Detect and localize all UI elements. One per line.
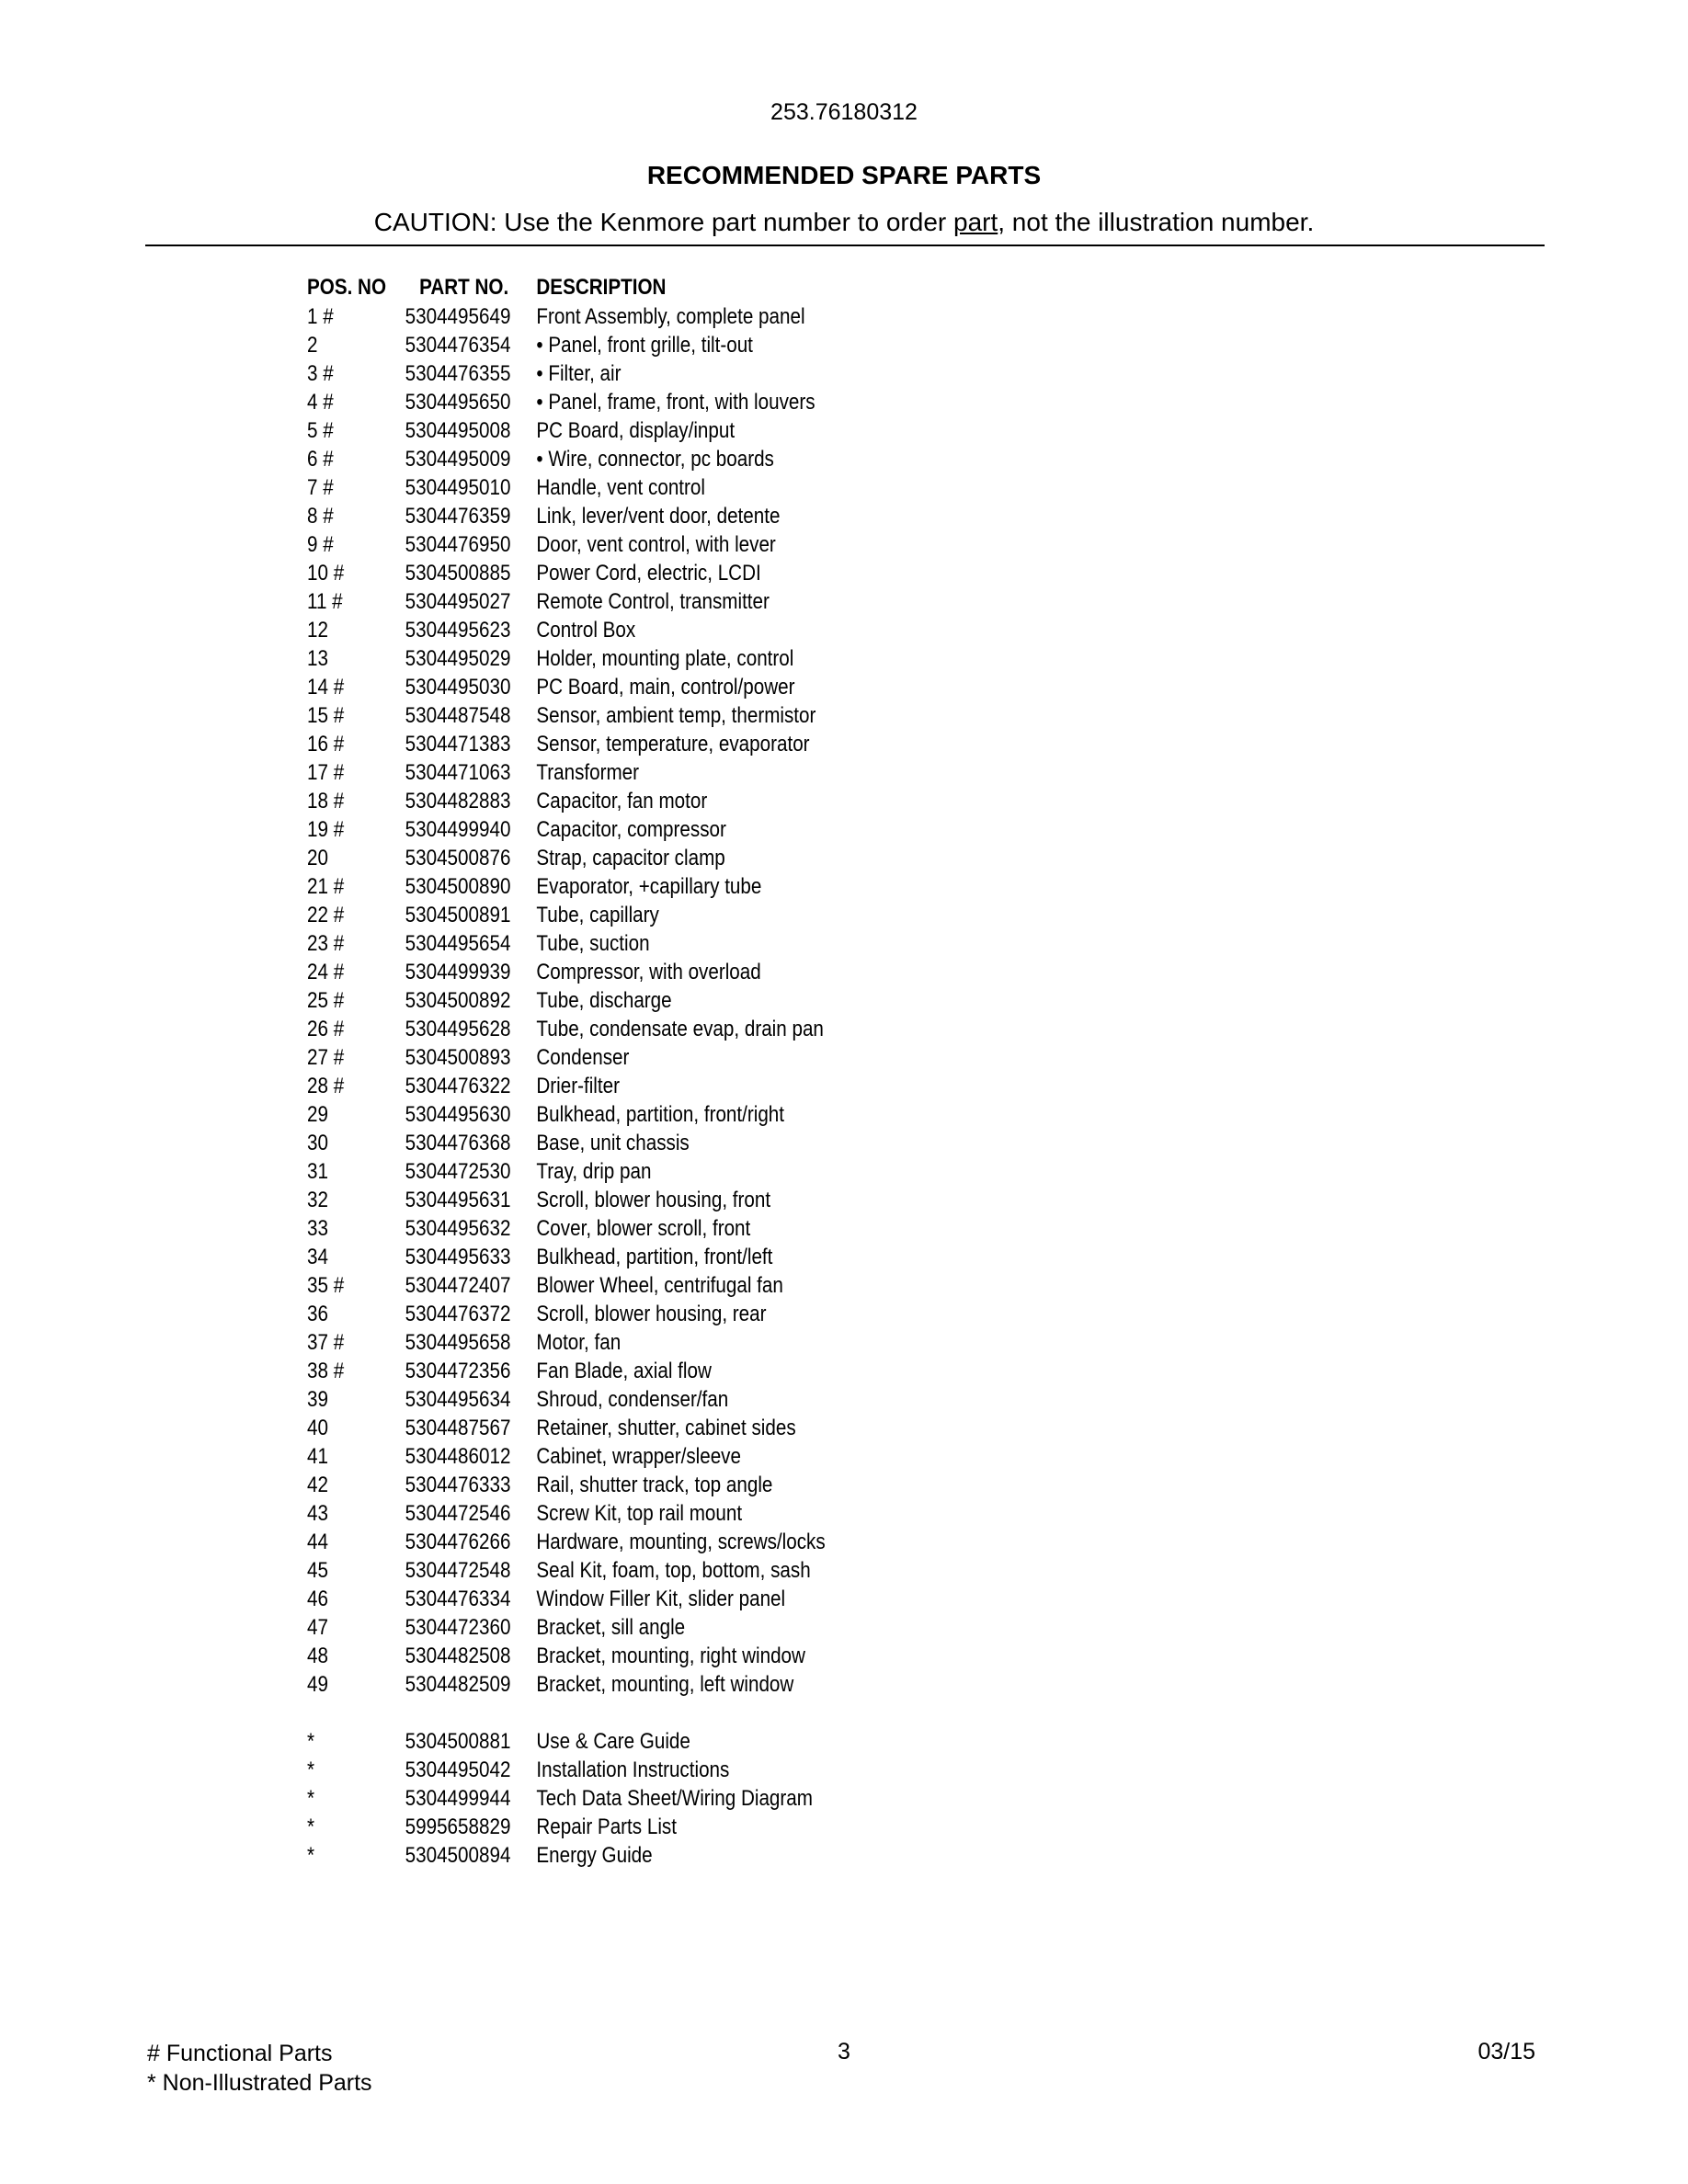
table-row bbox=[307, 1613, 908, 1642]
pos-no-cell: 7 # bbox=[307, 475, 334, 500]
part-no-cell: 5304495029 bbox=[405, 646, 511, 671]
parts-rows bbox=[307, 302, 908, 1699]
part-no-cell: 5304476333 bbox=[405, 1473, 511, 1497]
description-cell: Cabinet, wrapper/sleeve bbox=[536, 1444, 741, 1469]
table-row bbox=[307, 701, 908, 730]
description-cell: Base, unit chassis bbox=[536, 1131, 690, 1155]
part-no-cell: 5304476322 bbox=[405, 1074, 511, 1098]
pos-no-cell: 28 # bbox=[307, 1074, 345, 1098]
table-row bbox=[307, 815, 908, 844]
table-row bbox=[307, 872, 908, 901]
part-no-cell: 5304500885 bbox=[405, 561, 511, 586]
part-no-cell: 5304472546 bbox=[405, 1501, 511, 1526]
description-cell: Repair Parts List bbox=[536, 1814, 677, 1839]
description-cell: Rail, shutter track, top angle bbox=[536, 1473, 773, 1497]
legend-non-illustrated: * Non-Illustrated Parts bbox=[147, 2070, 372, 2096]
description-cell: Blower Wheel, centrifugal fan bbox=[536, 1273, 783, 1298]
description-cell: Scroll, blower housing, rear bbox=[536, 1302, 767, 1326]
part-no-cell: 5304499939 bbox=[405, 960, 511, 984]
description-cell: Capacitor, compressor bbox=[536, 817, 726, 842]
header-pos-no: POS. NO bbox=[307, 275, 387, 300]
header-divider bbox=[145, 245, 1545, 246]
description-cell: Bracket, mounting, right window bbox=[536, 1644, 805, 1668]
description-cell: • Filter, air bbox=[536, 361, 622, 386]
legend-functional: # Functional Parts bbox=[147, 2041, 333, 2066]
description-cell: Capacitor, fan motor bbox=[536, 789, 708, 813]
table-row bbox=[307, 1499, 908, 1528]
description-cell: PC Board, main, control/power bbox=[536, 675, 795, 700]
pos-no-cell: 24 # bbox=[307, 960, 345, 984]
table-row bbox=[307, 644, 908, 673]
pos-no-cell: 32 bbox=[307, 1188, 328, 1212]
description-cell: • Panel, front grille, tilt-out bbox=[536, 333, 753, 358]
part-no-cell: 5304495628 bbox=[405, 1017, 511, 1041]
table-row bbox=[307, 1784, 908, 1813]
part-no-cell: 5304476354 bbox=[405, 333, 511, 358]
part-no-cell: 5304500894 bbox=[405, 1843, 511, 1868]
table-row bbox=[307, 1670, 908, 1699]
table-row bbox=[307, 359, 908, 388]
pos-no-cell: 39 bbox=[307, 1387, 328, 1412]
description-cell: Motor, fan bbox=[536, 1330, 622, 1355]
part-no-cell: 5304499940 bbox=[405, 817, 511, 842]
part-no-cell: 5995658829 bbox=[405, 1814, 511, 1839]
part-no-cell: 5304500891 bbox=[405, 903, 511, 927]
pos-no-cell: 44 bbox=[307, 1530, 328, 1554]
pos-no-cell: 5 # bbox=[307, 418, 334, 443]
pos-no-cell: 8 # bbox=[307, 504, 334, 529]
part-no-cell: 5304482509 bbox=[405, 1672, 511, 1697]
description-cell: Sensor, ambient temp, thermistor bbox=[536, 703, 816, 728]
part-no-cell: 5304495654 bbox=[405, 931, 511, 956]
description-cell: Transformer bbox=[536, 760, 640, 785]
part-no-cell: 5304500890 bbox=[405, 874, 511, 899]
header-description: DESCRIPTION bbox=[536, 275, 667, 300]
description-cell: • Wire, connector, pc boards bbox=[536, 447, 774, 472]
part-no-cell: 5304500876 bbox=[405, 846, 511, 870]
description-cell: Use & Care Guide bbox=[536, 1729, 690, 1754]
part-no-cell: 5304495623 bbox=[405, 618, 511, 643]
pos-no-cell: 47 bbox=[307, 1615, 328, 1640]
pos-no-cell: 25 # bbox=[307, 988, 345, 1013]
table-row bbox=[307, 388, 908, 416]
pos-no-cell: 11 # bbox=[307, 589, 343, 614]
pos-no-cell: 3 # bbox=[307, 361, 334, 386]
description-cell: Handle, vent control bbox=[536, 475, 705, 500]
pos-no-cell: 21 # bbox=[307, 874, 345, 899]
description-cell: Evaporator, +capillary tube bbox=[536, 874, 762, 899]
part-no-cell: 5304495634 bbox=[405, 1387, 511, 1412]
description-cell: Remote Control, transmitter bbox=[536, 589, 770, 614]
caution-text bbox=[0, 208, 1688, 237]
table-row bbox=[307, 758, 908, 787]
pos-no-cell: 38 # bbox=[307, 1359, 345, 1383]
description-cell: Tray, drip pan bbox=[536, 1159, 652, 1184]
caution-text-before: CAUTION: Use the Kenmore part number to order bbox=[373, 208, 953, 236]
table-row bbox=[307, 530, 908, 559]
pos-no-cell: 22 # bbox=[307, 903, 345, 927]
pos-no-cell: 30 bbox=[307, 1131, 328, 1155]
parts-table bbox=[307, 272, 908, 1870]
pos-no-cell: 49 bbox=[307, 1672, 328, 1697]
part-no-cell: 5304495042 bbox=[405, 1757, 511, 1782]
description-cell: Link, lever/vent door, detente bbox=[536, 504, 781, 529]
table-row bbox=[307, 473, 908, 502]
part-no-cell: 5304495631 bbox=[405, 1188, 511, 1212]
part-no-cell: 5304476368 bbox=[405, 1131, 511, 1155]
part-no-cell: 5304472360 bbox=[405, 1615, 511, 1640]
table-row bbox=[307, 1556, 908, 1585]
part-no-cell: 5304476266 bbox=[405, 1530, 511, 1554]
description-cell: Hardware, mounting, screws/locks bbox=[536, 1530, 826, 1554]
part-no-cell: 5304495009 bbox=[405, 447, 511, 472]
pos-no-cell: 27 # bbox=[307, 1045, 345, 1070]
pos-no-cell: * bbox=[307, 1814, 315, 1839]
description-cell: Fan Blade, axial flow bbox=[536, 1359, 712, 1383]
pos-no-cell: * bbox=[307, 1843, 315, 1868]
part-no-cell: 5304472356 bbox=[405, 1359, 511, 1383]
description-cell: Bracket, sill angle bbox=[536, 1615, 686, 1640]
part-no-cell: 5304476372 bbox=[405, 1302, 511, 1326]
table-row bbox=[307, 331, 908, 359]
pos-no-cell: 35 # bbox=[307, 1273, 345, 1298]
part-no-cell: 5304487548 bbox=[405, 703, 511, 728]
table-row bbox=[307, 1357, 908, 1385]
table-row bbox=[307, 1186, 908, 1214]
description-cell: Tube, capillary bbox=[536, 903, 659, 927]
table-row bbox=[307, 616, 908, 644]
pos-no-cell: 15 # bbox=[307, 703, 345, 728]
part-no-cell: 5304472548 bbox=[405, 1558, 511, 1583]
table-row bbox=[307, 1528, 908, 1556]
table-row bbox=[307, 1642, 908, 1670]
description-cell: Installation Instructions bbox=[536, 1757, 730, 1782]
pos-no-cell: 19 # bbox=[307, 817, 345, 842]
pos-no-cell: 16 # bbox=[307, 732, 345, 756]
part-no-cell: 5304495650 bbox=[405, 390, 511, 415]
table-row bbox=[307, 1813, 908, 1841]
pos-no-cell: 2 bbox=[307, 333, 318, 358]
description-cell: Seal Kit, foam, top, bottom, sash bbox=[536, 1558, 811, 1583]
table-header bbox=[307, 272, 908, 302]
table-row bbox=[307, 1442, 908, 1471]
description-cell: Energy Guide bbox=[536, 1843, 653, 1868]
table-row bbox=[307, 1328, 908, 1357]
part-no-cell: 5304500881 bbox=[405, 1729, 511, 1754]
pos-no-cell: 18 # bbox=[307, 789, 345, 813]
description-cell: Screw Kit, top rail mount bbox=[536, 1501, 743, 1526]
part-no-cell: 5304500893 bbox=[405, 1045, 511, 1070]
description-cell: Cover, blower scroll, front bbox=[536, 1216, 751, 1241]
description-cell: Door, vent control, with lever bbox=[536, 532, 776, 557]
pos-no-cell: 14 # bbox=[307, 675, 345, 700]
pos-no-cell: 34 bbox=[307, 1245, 328, 1269]
table-row bbox=[307, 1727, 908, 1756]
description-cell: Tube, suction bbox=[536, 931, 650, 956]
part-no-cell: 5304500892 bbox=[405, 988, 511, 1013]
pos-no-cell: 1 # bbox=[307, 304, 334, 329]
pos-no-cell: 41 bbox=[307, 1444, 328, 1469]
pos-no-cell: 40 bbox=[307, 1416, 328, 1440]
description-cell: Bulkhead, partition, front/left bbox=[536, 1245, 773, 1269]
header-part-no: PART NO. bbox=[419, 275, 509, 300]
part-no-cell: 5304495630 bbox=[405, 1102, 511, 1127]
pos-no-cell: 33 bbox=[307, 1216, 328, 1241]
table-row bbox=[307, 1471, 908, 1499]
table-row bbox=[307, 986, 908, 1015]
table-row bbox=[307, 559, 908, 587]
part-no-cell: 5304495632 bbox=[405, 1216, 511, 1241]
pos-no-cell: 43 bbox=[307, 1501, 328, 1526]
description-cell: Shroud, condenser/fan bbox=[536, 1387, 729, 1412]
part-no-cell: 5304476950 bbox=[405, 532, 511, 557]
table-row bbox=[307, 1841, 908, 1870]
part-no-cell: 5304495649 bbox=[405, 304, 511, 329]
pos-no-cell: 31 bbox=[307, 1159, 328, 1184]
pos-no-cell: 48 bbox=[307, 1644, 328, 1668]
pos-no-cell: 4 # bbox=[307, 390, 334, 415]
pos-no-cell: 37 # bbox=[307, 1330, 345, 1355]
pos-no-cell: 23 # bbox=[307, 931, 345, 956]
part-no-cell: 5304476334 bbox=[405, 1587, 511, 1611]
part-no-cell: 5304476355 bbox=[405, 361, 511, 386]
table-row bbox=[307, 1585, 908, 1613]
description-cell: Retainer, shutter, cabinet sides bbox=[536, 1416, 796, 1440]
part-no-cell: 5304482508 bbox=[405, 1644, 511, 1668]
table-row bbox=[307, 302, 908, 331]
description-cell: Power Cord, electric, LCDI bbox=[536, 561, 761, 586]
table-row bbox=[307, 1157, 908, 1186]
part-no-cell: 5304476359 bbox=[405, 504, 511, 529]
table-row bbox=[307, 416, 908, 445]
table-row bbox=[307, 1756, 908, 1784]
description-cell: Bulkhead, partition, front/right bbox=[536, 1102, 785, 1127]
table-row bbox=[307, 1271, 908, 1300]
pos-no-cell: * bbox=[307, 1729, 315, 1754]
description-cell: Scroll, blower housing, front bbox=[536, 1188, 771, 1212]
non-illustrated-rows bbox=[307, 1727, 908, 1870]
part-no-cell: 5304495008 bbox=[405, 418, 511, 443]
description-cell: Control Box bbox=[536, 618, 636, 643]
description-cell: Sensor, temperature, evaporator bbox=[536, 732, 810, 756]
model-number: 253.76180312 bbox=[770, 99, 918, 125]
pos-no-cell: 13 bbox=[307, 646, 328, 671]
description-cell: Tech Data Sheet/Wiring Diagram bbox=[536, 1786, 813, 1811]
description-cell: Tube, condensate evap, drain pan bbox=[536, 1017, 824, 1041]
table-row bbox=[307, 1414, 908, 1442]
pos-no-cell: 46 bbox=[307, 1587, 328, 1611]
description-cell: Front Assembly, complete panel bbox=[536, 304, 805, 329]
part-no-cell: 5304499944 bbox=[405, 1786, 511, 1811]
pos-no-cell: 20 bbox=[307, 846, 328, 870]
pos-no-cell: 12 bbox=[307, 618, 328, 643]
pos-no-cell: * bbox=[307, 1757, 315, 1782]
table-row bbox=[307, 1043, 908, 1072]
part-no-cell: 5304495030 bbox=[405, 675, 511, 700]
pos-no-cell: 6 # bbox=[307, 447, 334, 472]
pos-no-cell: 26 # bbox=[307, 1017, 345, 1041]
caution-text-after: , not the illustration number. bbox=[998, 208, 1315, 236]
table-row bbox=[307, 1243, 908, 1271]
table-row bbox=[307, 1300, 908, 1328]
table-row bbox=[307, 1072, 908, 1100]
part-no-cell: 5304471063 bbox=[405, 760, 511, 785]
page-title: RECOMMENDED SPARE PARTS bbox=[646, 161, 1042, 189]
pos-no-cell: 9 # bbox=[307, 532, 334, 557]
table-row bbox=[307, 445, 908, 473]
pos-no-cell: 29 bbox=[307, 1102, 328, 1127]
revision-date: 03/15 bbox=[1477, 2039, 1535, 2065]
description-cell: Condenser bbox=[536, 1045, 630, 1070]
table-row bbox=[307, 1129, 908, 1157]
part-no-cell: 5304472530 bbox=[405, 1159, 511, 1184]
table-row bbox=[307, 673, 908, 701]
description-cell: Bracket, mounting, left window bbox=[536, 1672, 794, 1697]
table-row bbox=[307, 958, 908, 986]
part-no-cell: 5304495633 bbox=[405, 1245, 511, 1269]
table-row bbox=[307, 1015, 908, 1043]
part-no-cell: 5304471383 bbox=[405, 732, 511, 756]
part-no-cell: 5304486012 bbox=[405, 1444, 511, 1469]
caution-underlined-word: part bbox=[953, 208, 998, 236]
description-cell: Drier-filter bbox=[536, 1074, 620, 1098]
table-row bbox=[307, 1214, 908, 1243]
pos-no-cell: 42 bbox=[307, 1473, 328, 1497]
description-cell: PC Board, display/input bbox=[536, 418, 736, 443]
part-no-cell: 5304495658 bbox=[405, 1330, 511, 1355]
part-no-cell: 5304482883 bbox=[405, 789, 511, 813]
description-cell: Window Filler Kit, slider panel bbox=[536, 1587, 786, 1611]
part-no-cell: 5304487567 bbox=[405, 1416, 511, 1440]
table-row bbox=[307, 502, 908, 530]
description-cell: Strap, capacitor clamp bbox=[536, 846, 725, 870]
part-no-cell: 5304472407 bbox=[405, 1273, 511, 1298]
table-row bbox=[307, 1385, 908, 1414]
pos-no-cell: 17 # bbox=[307, 760, 345, 785]
pos-no-cell: 45 bbox=[307, 1558, 328, 1583]
description-cell: • Panel, frame, front, with louvers bbox=[536, 390, 815, 415]
table-row bbox=[307, 1100, 908, 1129]
description-cell: Tube, discharge bbox=[536, 988, 672, 1013]
table-row bbox=[307, 929, 908, 958]
pos-no-cell: 36 bbox=[307, 1302, 328, 1326]
part-no-cell: 5304495027 bbox=[405, 589, 511, 614]
table-row bbox=[307, 730, 908, 758]
description-cell: Holder, mounting plate, control bbox=[536, 646, 794, 671]
table-row bbox=[307, 844, 908, 872]
table-row bbox=[307, 901, 908, 929]
table-row bbox=[307, 587, 908, 616]
pos-no-cell: 10 # bbox=[307, 561, 345, 586]
part-no-cell: 5304495010 bbox=[405, 475, 511, 500]
description-cell: Compressor, with overload bbox=[536, 960, 761, 984]
table-row bbox=[307, 787, 908, 815]
pos-no-cell: * bbox=[307, 1786, 315, 1811]
page-number: 3 bbox=[838, 2039, 850, 2065]
